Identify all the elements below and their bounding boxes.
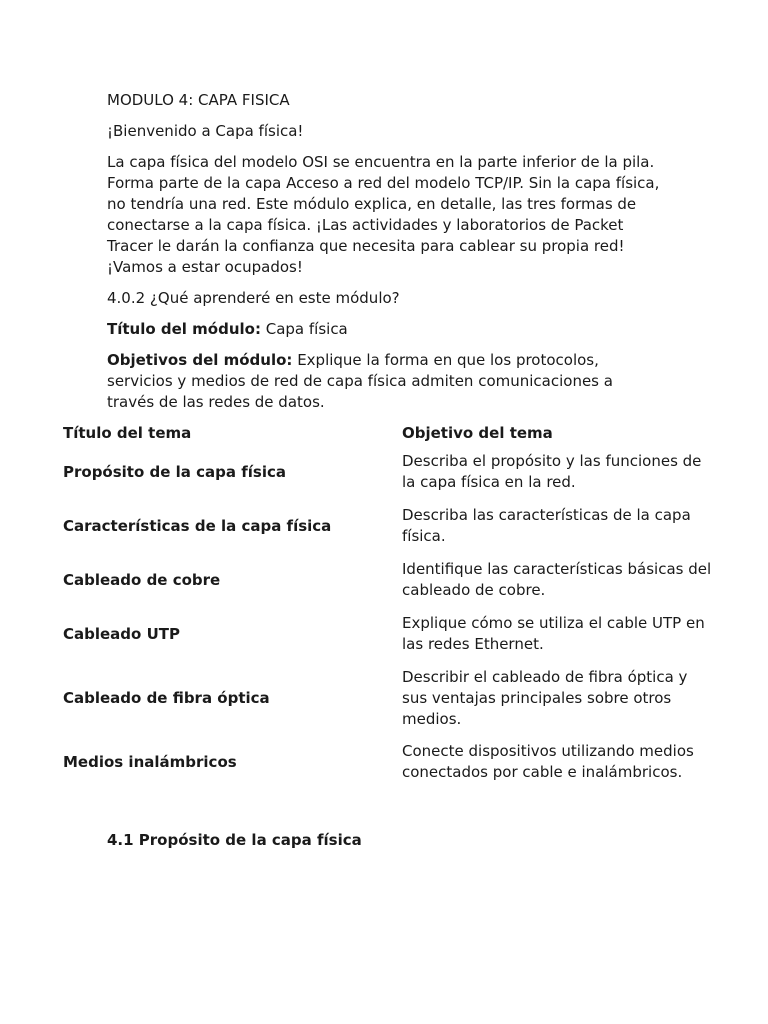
objective-cell: Describir el cableado de fibra óptica y sus ventajas principales sobre otros medios. — [402, 667, 688, 728]
objective-cell: Conecte dispositivos utilizando medios conectados por cable e inalámbricos. — [402, 742, 694, 781]
topic-cell: Características de la capa física — [63, 516, 332, 535]
module-title-label: Título del módulo: — [107, 320, 261, 338]
table-row — [63, 445, 713, 499]
objectives-label: Objetivos del módulo: — [107, 351, 293, 369]
section-question: 4.0.2 ¿Qué aprenderé en este módulo? — [107, 289, 400, 307]
objective-cell: Identifique las características básicas del cableado de cobre. — [402, 560, 712, 599]
topic-cell: Cableado de fibra óptica — [63, 688, 270, 707]
module-title — [107, 319, 667, 340]
module-objectives — [107, 350, 627, 413]
document-heading: MODULO 4: CAPA FISICA — [107, 91, 290, 109]
objectives-value: Explique la forma en que los protocolos, servicios y medios de red de capa física admiten comunicaciones a través de las redes de datos. — [107, 351, 613, 411]
topics-table — [63, 423, 713, 789]
intro-paragraph: La capa física del modelo OSI se encuentra en la parte inferior de la pila. Forma parte de la capa Acceso a red del modelo TCP/IP. Sin la capa física, no tendría una red. Este módulo explica, en detalle, las tres formas de conectarse a la capa física. ¡Las actividades y laboratorios de Packet Tracer le darán la confianza que necesita para cablear su propia red! ¡Vamos a estar ocupados! — [107, 153, 660, 276]
objective-cell: Describa el propósito y las funciones de la capa física en la red. — [402, 452, 702, 491]
topic-cell: Propósito de la capa física — [63, 462, 286, 481]
table-header-objective: Objetivo del tema — [402, 424, 553, 442]
objective-cell: Describa las características de la capa física. — [402, 506, 691, 545]
table-header-topic: Título del tema — [63, 424, 192, 442]
objective-cell: Explique cómo se utiliza el cable UTP en las redes Ethernet. — [402, 614, 705, 653]
topic-cell: Cableado UTP — [63, 624, 180, 643]
table-row — [63, 553, 713, 607]
table-row — [63, 661, 713, 735]
welcome-text: ¡Bienvenido a Capa física! — [107, 122, 304, 140]
table-row — [63, 499, 713, 553]
module-title-value: Capa física — [260, 320, 348, 338]
topic-cell: Medios inalámbricos — [63, 752, 237, 771]
topic-cell: Cableado de cobre — [63, 570, 221, 589]
table-row — [63, 607, 713, 661]
table-row — [63, 735, 713, 789]
section-heading: 4.1 Propósito de la capa física — [107, 831, 362, 849]
table-header-row — [63, 423, 713, 445]
